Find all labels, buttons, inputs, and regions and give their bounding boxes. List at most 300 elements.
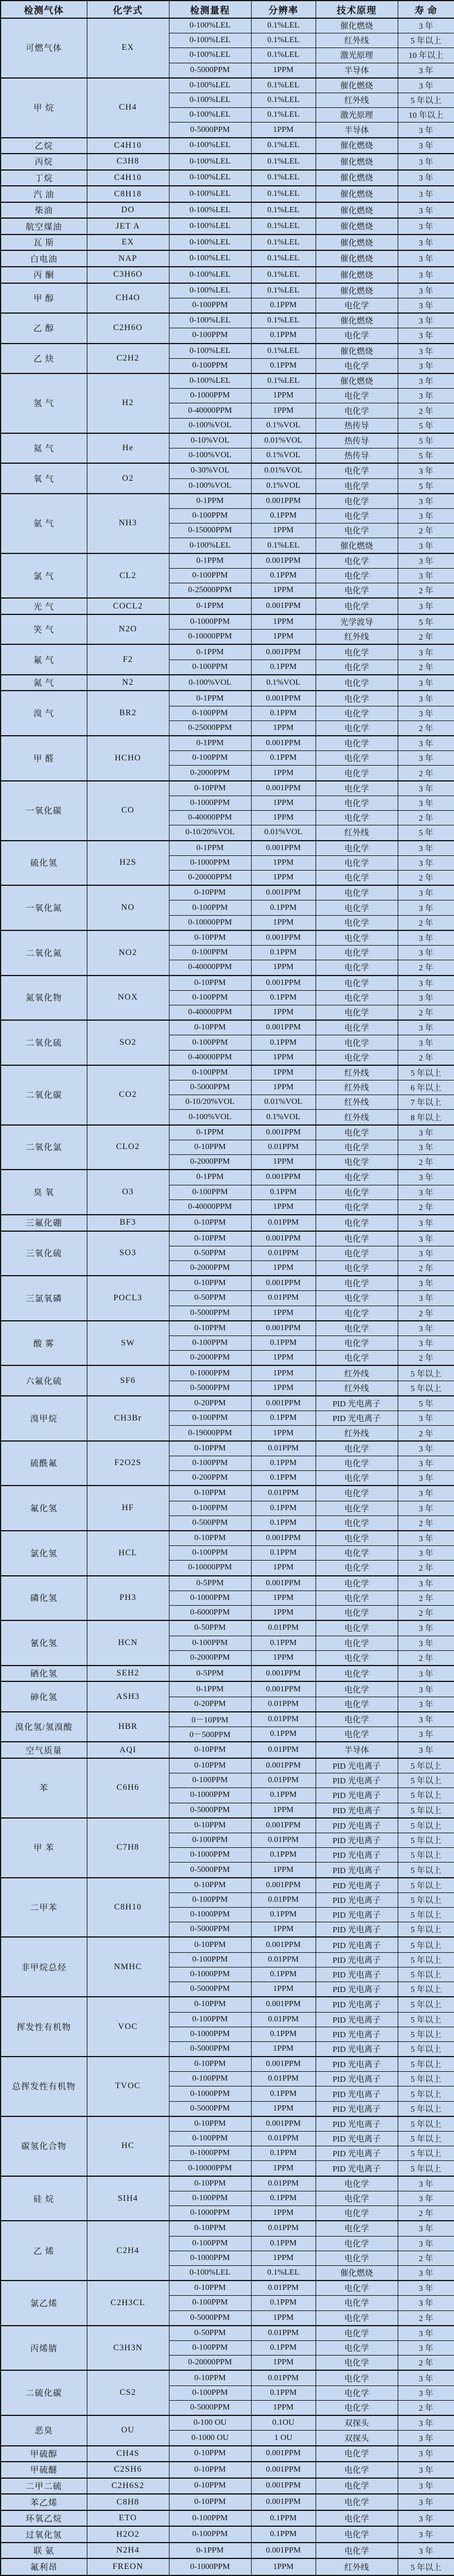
life-cell: 5 年以上 (398, 1065, 454, 1080)
life-cell: 3 年 (398, 2236, 454, 2251)
life-cell: 5 年以上 (398, 2101, 454, 2116)
formula-cell: CS2 (87, 2370, 169, 2415)
resolution-cell: 0.1PPM (251, 1546, 316, 1561)
principle-cell: 电化学 (316, 706, 398, 721)
principle-cell: 电化学 (316, 1321, 398, 1336)
gas-name-cell: 溴化氢/氢溴酸 (1, 1712, 87, 1742)
resolution-cell: 0.01PPM (251, 1486, 316, 1501)
principle-cell: 电化学 (316, 2446, 398, 2462)
table-row (1, 736, 454, 751)
resolution-cell: 0.1PPM (251, 706, 316, 721)
table-row (1, 614, 454, 630)
range-cell: 0-1000PPM (169, 796, 251, 810)
resolution-cell: 0.1%VOL (251, 418, 316, 433)
principle-cell: 电化学 (316, 1005, 398, 1020)
principle-cell: 电化学 (316, 553, 398, 569)
resolution-cell: 0.1%LEL (251, 267, 316, 283)
life-cell: 2 年 (398, 766, 454, 781)
range-cell: 0-10PPM (169, 1742, 251, 1758)
life-cell: 3 年 (398, 2462, 454, 2478)
range-cell: 0-25000PPM (169, 721, 251, 736)
range-cell: 0-100PPM (169, 568, 251, 583)
range-cell: 0-10PPM (169, 2478, 251, 2495)
resolution-cell: 0.1PPM (251, 1185, 316, 1199)
principle-cell: 催化燃烧 (316, 538, 398, 553)
range-cell: 0-100%LEL (169, 93, 251, 108)
life-cell: 3 年 (398, 2385, 454, 2400)
range-cell: 0-100PPM (169, 2510, 251, 2527)
principle-cell: 电化学 (316, 1231, 398, 1246)
formula-cell: COCL2 (87, 598, 169, 614)
principle-cell: 半导体 (316, 63, 398, 78)
table-body (1, 18, 454, 2575)
range-cell: 0-100PPM (169, 1892, 251, 1907)
resolution-cell: 0.01PPM (251, 2281, 316, 2296)
table-row (1, 1396, 454, 1411)
resolution-cell: 0.1%LEL (251, 154, 316, 170)
range-cell: 0-100PPM (169, 358, 251, 373)
principle-cell: 电化学 (316, 1456, 398, 1470)
gas-name-cell: 磷化氢 (1, 1576, 87, 1621)
range-cell: 0-10PPM (169, 1486, 251, 1501)
table-row (1, 1365, 454, 1381)
range-cell: 0-10000PPM (169, 2161, 251, 2176)
resolution-cell: 0.1PPM (251, 1727, 316, 1742)
life-cell: 3 年 (398, 78, 454, 93)
resolution-cell: 0.1%LEL (251, 202, 316, 219)
range-cell: 0-100PPM (169, 1952, 251, 1967)
gas-name-cell: 挥发性有机物 (1, 1997, 87, 2057)
range-cell: 0-100PPM (169, 946, 251, 960)
principle-cell: PID 光电离子 (316, 2161, 398, 2176)
resolution-cell: 0.01PPM (251, 2370, 316, 2385)
gas-name-cell: 瓦 斯 (1, 235, 87, 251)
range-cell: 0-100PPM (169, 706, 251, 721)
resolution-cell: 1PPM (251, 796, 316, 810)
principle-cell: 电化学 (316, 2543, 398, 2559)
principle-cell: 电化学 (316, 1170, 398, 1185)
life-cell: 3 年 (398, 598, 454, 614)
gas-name-cell: 氢 气 (1, 373, 87, 433)
resolution-cell: 1PPM (251, 1080, 316, 1095)
life-cell: 5 年以上 (398, 1908, 454, 1922)
resolution-cell: 0.01PPM (251, 1892, 316, 1907)
principle-cell: 电化学 (316, 1260, 398, 1276)
gas-name-cell: 硒化氢 (1, 1666, 87, 1682)
life-cell: 5 年以上 (398, 2041, 454, 2057)
range-cell: 0-5000PPM (169, 1863, 251, 1878)
principle-cell: 电化学 (316, 2326, 398, 2341)
table-row (1, 170, 454, 186)
resolution-cell: 0.1PPM (251, 509, 316, 524)
principle-cell: PID 光电离子 (316, 1411, 398, 1426)
gas-name-cell: 环氧乙烷 (1, 2510, 87, 2527)
resolution-cell: 1PPM (251, 1650, 316, 1666)
resolution-cell: 0.1PPM (251, 751, 316, 766)
resolution-cell: 1PPM (251, 1306, 316, 1321)
principle-cell: 电化学 (316, 2251, 398, 2265)
life-cell: 3 年 (398, 1742, 454, 1758)
range-cell: 0-5000PPM (169, 1922, 251, 1938)
gas-name-cell: 氟化氢 (1, 1486, 87, 1531)
range-cell: 0-100PPM (169, 1636, 251, 1650)
range-cell: 0-100%LEL (169, 186, 251, 202)
principle-cell: 电化学 (316, 1501, 398, 1515)
resolution-cell: 0.001PPM (251, 2116, 316, 2132)
range-cell: 0-40000PPM (169, 1005, 251, 1020)
formula-cell: N2O (87, 614, 169, 645)
life-cell: 3 年 (398, 1185, 454, 1199)
range-cell: 0-100PPM (169, 1546, 251, 1561)
life-cell: 3 年 (398, 170, 454, 186)
table-row (1, 1065, 454, 1080)
range-cell: 0-500PPM (169, 1515, 251, 1531)
table-row (1, 644, 454, 660)
resolution-cell: 0.1PPM (251, 900, 316, 915)
principle-cell: 电化学 (316, 524, 398, 538)
formula-cell: JET A (87, 218, 169, 235)
table-row (1, 2510, 454, 2527)
gas-name-cell: 二硫化碳 (1, 2370, 87, 2415)
range-cell: 0-5000PPM (169, 1080, 251, 1095)
principle-cell: 电化学 (316, 960, 398, 976)
resolution-cell: 1PPM (251, 1381, 316, 1396)
life-cell: 3 年 (398, 2341, 454, 2356)
resolution-cell: 1PPM (251, 389, 316, 403)
table-row (1, 976, 454, 991)
life-cell: 3 年 (398, 796, 454, 810)
life-cell: 3 年 (398, 976, 454, 991)
table-row (1, 1818, 454, 1833)
formula-cell: CH4 (87, 78, 169, 138)
gas-name-cell: 二甲二硫 (1, 2478, 87, 2495)
life-cell: 2 年 (398, 2206, 454, 2221)
resolution-cell: 0.01PPM (251, 1291, 316, 1306)
life-cell: 3 年 (398, 1246, 454, 1260)
life-cell: 3 年 (398, 1531, 454, 1546)
range-cell: 0-100PPM (169, 1411, 251, 1426)
range-cell: 0-50PPM (169, 1620, 251, 1636)
principle-cell: 电化学 (316, 1291, 398, 1306)
range-cell: 0-1000PPM (169, 1591, 251, 1605)
life-cell: 5 年以上 (398, 1803, 454, 1818)
life-cell: 3 年 (398, 946, 454, 960)
header-gas: 检测气体 (1, 1, 87, 18)
life-cell: 3 年 (398, 1231, 454, 1246)
formula-cell: C4H10 (87, 170, 169, 186)
range-cell: 0-5000PPM (169, 1381, 251, 1396)
resolution-cell: 0.1PPM (251, 358, 316, 373)
resolution-cell: 1PPM (251, 123, 316, 138)
range-cell: 0-1000PPM (169, 1788, 251, 1803)
life-cell: 10 年以上 (398, 48, 454, 63)
life-cell: 3 年 (398, 2543, 454, 2559)
table-row (1, 2326, 454, 2341)
formula-cell: C8H18 (87, 186, 169, 202)
range-cell: 0-10/20%VOL (169, 1095, 251, 1110)
principle-cell: 电化学 (316, 781, 398, 796)
gas-name-cell: 一氧化氮 (1, 885, 87, 930)
life-cell: 3 年 (398, 250, 454, 267)
principle-cell: 电化学 (316, 2296, 398, 2310)
resolution-cell: 0.1%LEL (251, 138, 316, 154)
formula-cell: BR2 (87, 691, 169, 736)
principle-cell: 红外线 (316, 1080, 398, 1095)
gas-name-cell: 酸 雾 (1, 1321, 87, 1366)
resolution-cell: 0.001PPM (251, 781, 316, 796)
resolution-cell: 0.001PPM (251, 736, 316, 751)
resolution-cell: 1PPM (251, 811, 316, 825)
range-cell: 0-100%LEL (169, 235, 251, 251)
life-cell: 3 年 (398, 154, 454, 170)
formula-cell: PH3 (87, 1576, 169, 1621)
table-row (1, 2462, 454, 2478)
gas-name-cell: 氯化氢 (1, 1531, 87, 1576)
life-cell: 2 年 (398, 1199, 454, 1215)
principle-cell: PID 光电离子 (316, 1967, 398, 1982)
resolution-cell: 0.001PPM (251, 2543, 316, 2559)
range-cell: 0-10PPM (169, 1441, 251, 1456)
table-row (1, 2221, 454, 2236)
range-cell: 0-10PPM (169, 885, 251, 900)
resolution-cell: 1PPM (251, 1260, 316, 1276)
resolution-cell: 1PPM (251, 1005, 316, 1020)
life-cell: 5 年以上 (398, 1997, 454, 2012)
resolution-cell: 0.01PPM (251, 2012, 316, 2027)
principle-cell: 电化学 (316, 389, 398, 403)
principle-cell: PID 光电离子 (316, 2012, 398, 2027)
range-cell: 0-10000PPM (169, 915, 251, 930)
life-cell: 3 年 (398, 2446, 454, 2462)
gas-name-cell: 丙 酮 (1, 267, 87, 283)
life-cell: 5 年 (398, 1396, 454, 1411)
resolution-cell: 0.01PPM (251, 1441, 316, 1456)
life-cell: 5 年以上 (398, 2161, 454, 2176)
life-cell: 3 年 (398, 2191, 454, 2205)
life-cell: 5 年以上 (398, 2086, 454, 2101)
life-cell: 2 年 (398, 870, 454, 885)
range-cell: 0-100PPM (169, 2132, 251, 2146)
principle-cell: 电化学 (316, 2370, 398, 2385)
principle-cell: 催化燃烧 (316, 202, 398, 219)
life-cell: 2 年 (398, 524, 454, 538)
life-cell: 3 年 (398, 841, 454, 856)
range-cell: 0-2000PPM (169, 1650, 251, 1666)
table-row (1, 373, 454, 389)
principle-cell: 催化燃烧 (316, 78, 398, 93)
resolution-cell: 1PPM (251, 2558, 316, 2575)
principle-cell: 电化学 (316, 766, 398, 781)
resolution-cell: 0.1PPM (251, 2510, 316, 2527)
resolution-cell: 1PPM (251, 1199, 316, 1215)
formula-cell: N2 (87, 675, 169, 691)
range-cell: 0-5000PPM (169, 1306, 251, 1321)
life-cell: 3 年 (398, 1411, 454, 1426)
range-cell: 0-10PPM (169, 781, 251, 796)
range-cell: 0-1PPM (169, 644, 251, 660)
gas-name-cell: 甲硫醇 (1, 2446, 87, 2462)
resolution-cell: 0.1%LEL (251, 48, 316, 63)
range-cell: 0-19000PPM (169, 1426, 251, 1441)
life-cell: 2 年 (398, 1306, 454, 1321)
resolution-cell: 0.001PPM (251, 1681, 316, 1697)
resolution-cell: 1PPM (251, 1561, 316, 1576)
range-cell: 0-10PPM (169, 2446, 251, 2462)
life-cell: 3 年 (398, 138, 454, 154)
formula-cell: C2H6S2 (87, 2478, 169, 2495)
life-cell: 3 年 (398, 267, 454, 283)
table-row (1, 1231, 454, 1246)
life-cell: 5 年以上 (398, 1982, 454, 1997)
gas-name-cell: 六氟化硫 (1, 1365, 87, 1396)
principle-cell: 电化学 (316, 2221, 398, 2236)
formula-cell: C3H8 (87, 154, 169, 170)
life-cell: 3 年 (398, 63, 454, 78)
principle-cell: 电化学 (316, 900, 398, 915)
resolution-cell: 0.1PPM (251, 1848, 316, 1863)
table-row (1, 218, 454, 235)
gas-name-cell: 汽 油 (1, 186, 87, 202)
range-cell: 0-100%LEL (169, 2265, 251, 2281)
resolution-cell: 0.01PPM (251, 1697, 316, 1712)
resolution-cell: 0.01PPM (251, 2221, 316, 2236)
resolution-cell: 1PPM (251, 1155, 316, 1170)
gas-name-cell: 硅 烷 (1, 2176, 87, 2221)
life-cell: 3 年 (398, 1336, 454, 1351)
life-cell: 6 年以上 (398, 1080, 454, 1095)
life-cell: 5 年以上 (398, 2132, 454, 2146)
range-cell: 0-10%VOL (169, 433, 251, 448)
resolution-cell: 0.001PPM (251, 1997, 316, 2012)
table-row (1, 2281, 454, 2296)
range-cell: 0-20PPM (169, 1697, 251, 1712)
range-cell: 0-10PPM (169, 1276, 251, 1291)
resolution-cell: 0.001PPM (251, 1231, 316, 1246)
gas-name-cell: 甲 醇 (1, 283, 87, 314)
table-row (1, 598, 454, 614)
range-cell: 0-25000PPM (169, 583, 251, 599)
range-cell: 0-1000PPM (169, 1365, 251, 1381)
formula-cell: C2H6O (87, 313, 169, 344)
table-row (1, 675, 454, 691)
table-row (1, 154, 454, 170)
gas-name-cell: 丁烷 (1, 170, 87, 186)
gas-name-cell: 联 氨 (1, 2543, 87, 2559)
principle-cell: 电化学 (316, 721, 398, 736)
resolution-cell: 0.1%LEL (251, 218, 316, 235)
principle-cell: 半导体 (316, 1742, 398, 1758)
range-cell: 0-100%VOL (169, 418, 251, 433)
life-cell: 3 年 (398, 1546, 454, 1561)
resolution-cell: 0.001PPM (251, 598, 316, 614)
resolution-cell: 1PPM (251, 1426, 316, 1441)
principle-cell: 催化燃烧 (316, 373, 398, 389)
formula-cell: VOC (87, 1997, 169, 2057)
life-cell: 3 年 (398, 1681, 454, 1697)
formula-cell: N2H4 (87, 2543, 169, 2559)
gas-name-cell: 臭 氧 (1, 1170, 87, 1215)
formula-cell: ASH3 (87, 1681, 169, 1712)
resolution-cell: 0.1PPM (251, 1035, 316, 1050)
range-cell: 0-100PPM (169, 660, 251, 675)
life-cell: 3 年 (398, 2431, 454, 2446)
formula-cell: DO (87, 202, 169, 219)
resolution-cell: 1PPM (251, 2161, 316, 2176)
resolution-cell: 0.001PPM (251, 1396, 316, 1411)
gas-name-cell: 空气质量 (1, 1742, 87, 1758)
life-cell: 3 年 (398, 1215, 454, 1231)
life-cell: 3 年 (398, 644, 454, 660)
formula-cell: SF6 (87, 1365, 169, 1396)
resolution-cell: 0.001PPM (251, 1937, 316, 1952)
range-cell: 0-100PPM (169, 328, 251, 344)
formula-cell: HC (87, 2116, 169, 2176)
resolution-cell: 1PPM (251, 2400, 316, 2415)
principle-cell: PID 光电离子 (316, 1773, 398, 1788)
resolution-cell: 0.1PPM (251, 2191, 316, 2205)
resolution-cell: 0.1PPM (251, 2385, 316, 2400)
range-cell: 0-1PPM (169, 691, 251, 706)
range-cell: 0-100 OU (169, 2415, 251, 2431)
principle-cell: PID 光电离子 (316, 1788, 398, 1803)
principle-cell: 电化学 (316, 1666, 398, 1682)
range-cell: 0-10PPM (169, 1020, 251, 1035)
life-cell: 3 年 (398, 328, 454, 344)
range-cell: 0-50PPM (169, 2326, 251, 2341)
life-cell: 3 年 (398, 885, 454, 900)
range-cell: 0-5000PPM (169, 123, 251, 138)
formula-cell: C2H3CL (87, 2281, 169, 2326)
resolution-cell: 1PPM (251, 1922, 316, 1938)
resolution-cell: 1PPM (251, 524, 316, 538)
formula-cell: H2S (87, 841, 169, 886)
life-cell: 5 年以上 (398, 1892, 454, 1907)
range-cell: 0-100%LEL (169, 313, 251, 328)
life-cell: 2 年 (398, 811, 454, 825)
range-cell: 0-5000PPM (169, 2101, 251, 2116)
resolution-cell: 0.1%LEL (251, 538, 316, 553)
range-cell: 0-100PPM (169, 298, 251, 313)
life-cell: 2 年 (398, 2356, 454, 2371)
formula-cell: C8H8 (87, 2494, 169, 2510)
life-cell: 3 年 (398, 691, 454, 706)
gas-name-cell: 三氟化硼 (1, 1215, 87, 1231)
range-cell: 0-100PPM (169, 751, 251, 766)
principle-cell: 电化学 (316, 2400, 398, 2415)
resolution-cell: 0.1PPM (251, 2296, 316, 2310)
life-cell: 5 年以上 (398, 1863, 454, 1878)
resolution-cell: 0.01PPM (251, 1620, 316, 1636)
gas-name-cell: 丙烷 (1, 154, 87, 170)
range-cell: 0-30%VOL (169, 463, 251, 478)
resolution-cell: 0.1%LEL (251, 250, 316, 267)
resolution-cell: 0.001PPM (251, 1125, 316, 1140)
life-cell: 5 年以上 (398, 1773, 454, 1788)
principle-cell: 电化学 (316, 583, 398, 599)
table-header (1, 1, 454, 18)
life-cell: 3 年 (398, 344, 454, 359)
resolution-cell: 1PPM (251, 870, 316, 885)
range-cell: 0-100PPM (169, 1833, 251, 1848)
principle-cell: 电化学 (316, 298, 398, 313)
table-row (1, 930, 454, 946)
life-cell: 5 年 (398, 418, 454, 433)
gas-name-cell: 氟 气 (1, 644, 87, 675)
principle-cell: 半导体 (316, 123, 398, 138)
principle-cell: 电化学 (316, 2478, 398, 2495)
resolution-cell: 0.01PPM (251, 1140, 316, 1154)
formula-cell: He (87, 433, 169, 464)
